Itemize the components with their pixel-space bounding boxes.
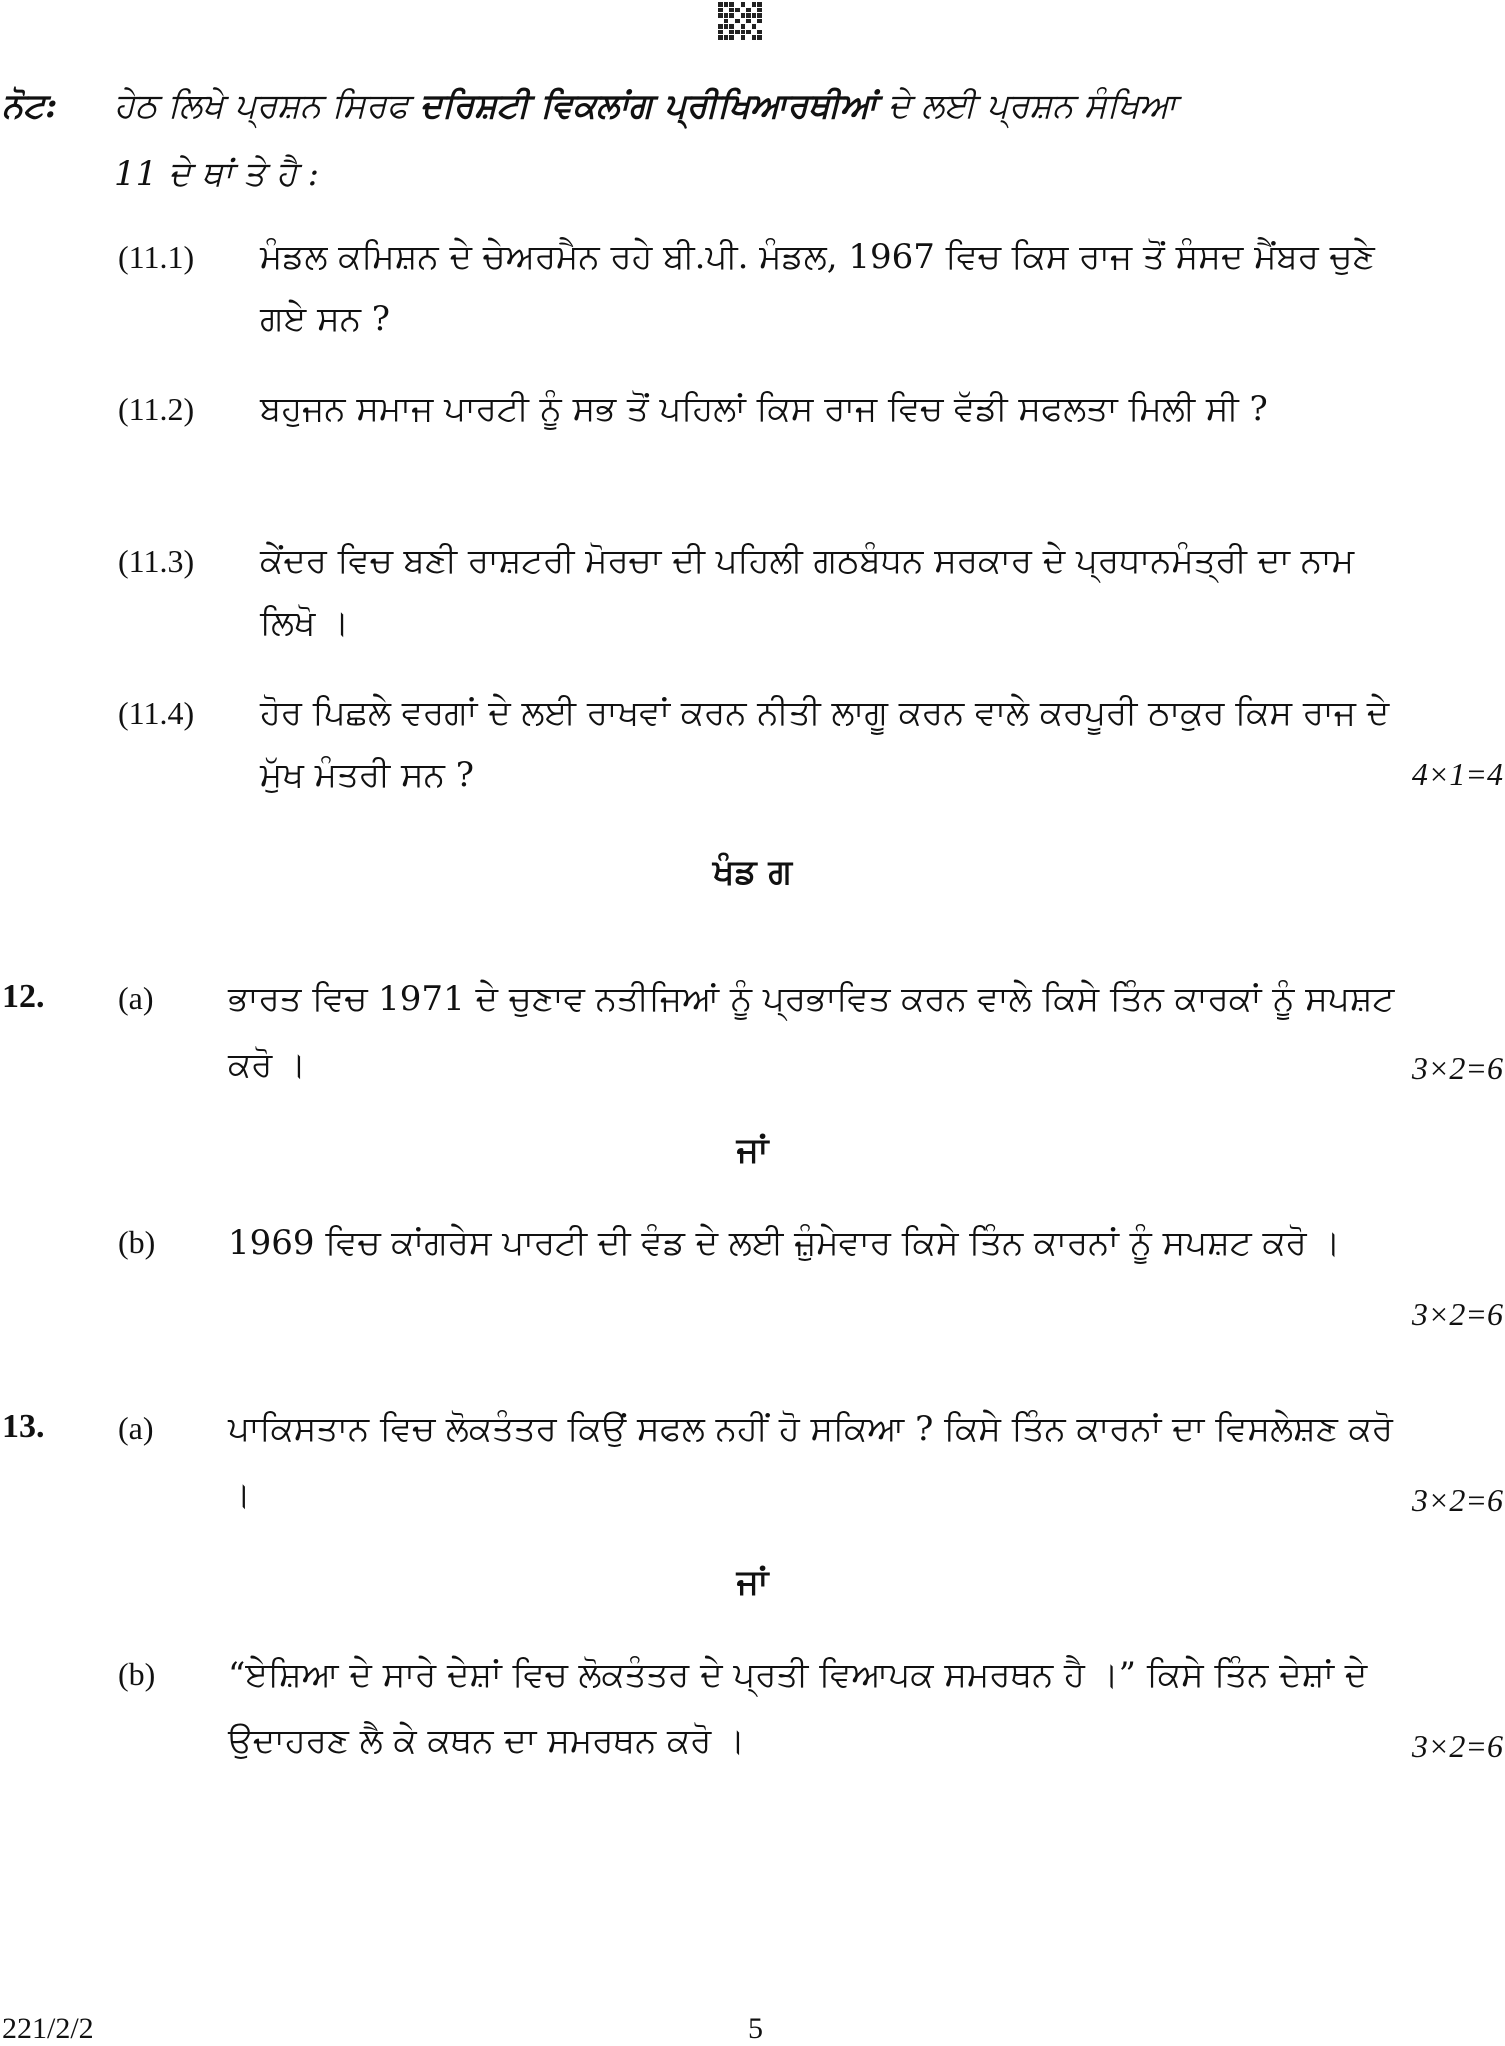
note-line-1	[2, 72, 1472, 140]
sub-question-text: ਮੰਡਲ ਕਮਿਸ਼ਨ ਦੇ ਚੇਅਰਮੈਨ ਰਹੇ ਬੀ.ਪੀ. ਮੰਡਲ, 1967 ਵਿਚ ਕਿਸ ਰਾਜ ਤੋਂ ਸੰਸਦ ਮੈਂਬਰ ਚੁਣੇ ਗਏ ਸਨ ?	[260, 237, 1375, 339]
question-12b-label: (b)	[118, 1224, 156, 1260]
note-text-bold: ਦਰਿਸ਼ਟੀ ਵਿਕਲਾਂਗ ਪ੍ਰੀਖਿਆਰਥੀਆਂ	[419, 86, 877, 126]
qr-code	[718, 2, 762, 40]
sub-question-11-2	[118, 378, 1498, 440]
question-13a-text: ਪਾਕਿਸਤਾਨ ਵਿਚ ਲੋਕਤੰਤਰ ਕਿਉਂ ਸਫਲ ਨਹੀਂ ਹੋ ਸਕਿਆ ? ਕਿਸੇ ਤਿੰਨ ਕਾਰਨਾਂ ਦਾ ਵਿਸਲੇਸ਼ਣ ਕਰੋ ।	[228, 1409, 1393, 1515]
sub-question-number: (11.4)	[118, 695, 195, 731]
sub-question-text: ਕੇਂਦਰ ਵਿਚ ਬਣੀ ਰਾਸ਼ਟਰੀ ਮੋਰਚਾ ਦੀ ਪਹਿਲੀ ਗਠਬੰਧਨ ਸਰਕਾਰ ਦੇ ਪ੍ਰਧਾਨਮੰਤ੍ਰੀ ਦਾ ਨਾਮ ਲਿਖੋ ।	[260, 541, 1355, 643]
section-title: ਖੰਡ ਗ	[712, 852, 793, 892]
sub-question-text: ਹੋਰ ਪਿਛਲੇ ਵਰਗਾਂ ਦੇ ਲਈ ਰਾਖਵਾਂ ਕਰਨ ਨੀਤੀ ਲਾਗੂ ਕਰਨ ਵਾਲੇ ਕਰਪੂਰੀ ਠਾਕੁਰ ਕਿਸ ਰਾਜ ਦੇ ਮੁੱਖ ਮੰਤਰੀ ਸਨ ?	[260, 693, 1390, 795]
sub-question-number: (11.1)	[118, 239, 195, 275]
sub-question-text: ਬਹੁਜਨ ਸਮਾਜ ਪਾਰਟੀ ਨੂੰ ਸਭ ਤੋਂ ਪਹਿਲਾਂ ਕਿਸ ਰਾਜ ਵਿਚ ਵੱਡੀ ਸਫਲਤਾ ਮਿਲੀ ਸੀ ?	[260, 389, 1268, 429]
or-separator: ਜਾਂ	[736, 1130, 769, 1170]
note-block	[2, 72, 1472, 208]
question-12a-marks: 3×2=6	[1411, 1050, 1503, 1086]
question-12b-text: 1969 ਵਿਚ ਕਾਂਗਰੇਸ ਪਾਰਟੀ ਦੀ ਵੰਡ ਦੇ ਲਈ ਜ਼ੁੰਮੇਵਾਰ ਕਿਸੇ ਤਿੰਨ ਕਾਰਨਾਂ ਨੂੰ ਸਪਸ਼ਟ ਕਰੋ ।	[228, 1223, 1341, 1263]
question-12a-label: (a)	[118, 980, 154, 1016]
sub-question-number: (11.2)	[118, 391, 195, 427]
marks-11: 4×1=4	[1411, 756, 1503, 792]
sub-question-11-4	[118, 682, 1498, 806]
sub-question-11-3	[118, 530, 1498, 654]
question-13b-text: “ਏਸ਼ਿਆ ਦੇ ਸਾਰੇ ਦੇਸ਼ਾਂ ਵਿਚ ਲੋਕਤੰਤਰ ਦੇ ਪ੍ਰਤੀ ਵਿਆਪਕ ਸਮਰਥਨ ਹੈ ।” ਕਿਸੇ ਤਿੰਨ ਦੇਸ਼ਾਂ ਦੇ ਉਦਾਹਰਣ ਲੈ ਕੇ ਕਥਨ ਦਾ ਸਮਰਥਨ ਕਰੋ ।	[228, 1655, 1368, 1761]
note-text-start: ਹੇਠ ਲਿਖੇ ਪ੍ਰਸ਼ਨ ਸਿਰਫ	[114, 86, 420, 126]
question-13b-label: (b)	[118, 1656, 156, 1692]
page-number: 5	[748, 2012, 763, 2045]
note-text-end: ਦੇ ਲਈ ਪ੍ਰਸ਼ਨ ਸੰਖਿਆ	[877, 86, 1177, 126]
question-13a-marks: 3×2=6	[1411, 1482, 1503, 1518]
question-12-number: 12.	[2, 978, 45, 1015]
or-separator: ਜਾਂ	[736, 1562, 769, 1602]
question-12b-marks: 3×2=6	[1411, 1296, 1503, 1332]
question-13-number: 13.	[2, 1408, 45, 1445]
question-13a-label: (a)	[118, 1410, 154, 1446]
note-line-2: 11 ਦੇ ਥਾਂ ਤੇ ਹੈ :	[114, 154, 320, 194]
sub-question-number: (11.3)	[118, 543, 195, 579]
sub-question-11-1	[118, 226, 1498, 350]
question-13b-marks: 3×2=6	[1411, 1728, 1503, 1764]
note-label: ਨੋਟ:	[2, 86, 58, 126]
paper-code: 221/2/2	[2, 2012, 94, 2045]
question-12a-text: ਭਾਰਤ ਵਿਚ 1971 ਦੇ ਚੁਣਾਵ ਨਤੀਜਿਆਂ ਨੂੰ ਪ੍ਰਭਾਵਿਤ ਕਰਨ ਵਾਲੇ ਕਿਸੇ ਤਿੰਨ ਕਾਰਕਾਂ ਨੂੰ ਸਪਸ਼ਟ ਕਰੋ ।	[228, 979, 1395, 1085]
